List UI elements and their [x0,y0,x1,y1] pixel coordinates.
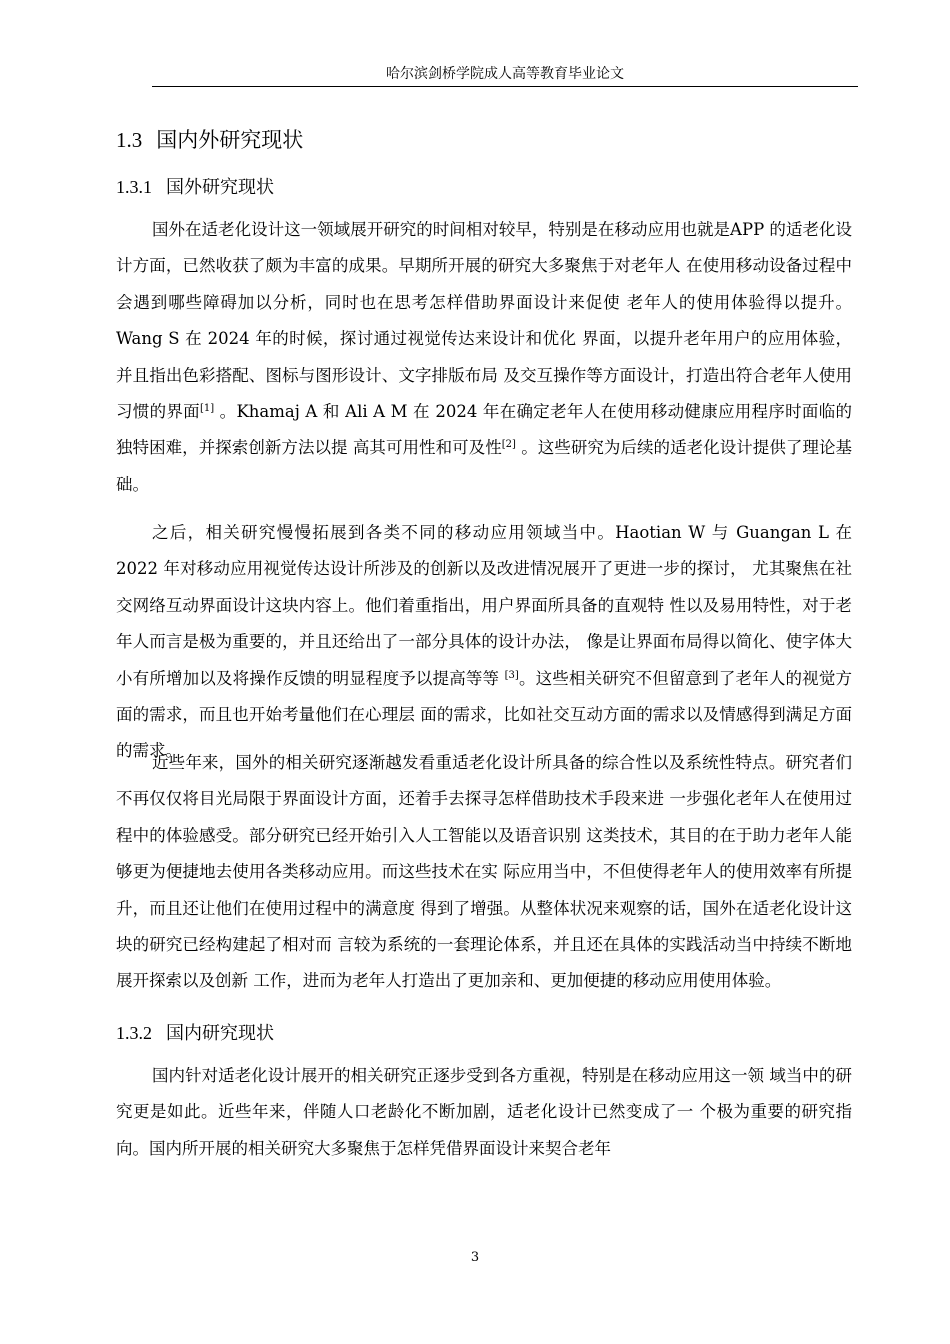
subsection-title: 国内研究现状 [166,1023,274,1044]
subsection-title: 国外研究现状 [166,177,274,198]
paragraph-text: 国外在适老化设计这一领域展开研究的时间相对较早，特别是在移动应用也就是APP 的适老化设计方面，已然收获了颇为丰富的成果。早期所开展的研究大多聚焦于对老年人 在使用移动设备过程中会遇到哪些障碍加以分析，同时也在思考怎样借助界面设计来促使 老年人的使用体验得以提升。Wang S 在 2024 年的时候，探讨通过视觉传达来设计和优化 界面，以提升老年用户的应用体验，并且指出色彩搭配、图标与图形设计、文字排版布局 及交互操作等方面设计，打造出符合老年人使用习惯的界面 [116,220,852,422]
paragraph-text: 。这些相关研究不但留意到了老年人的视觉方面的需求，而且也开始考量他们在心理层 面的需求，比如社交互动方面的需求以及情感得到满足方面的需求。 [116,668,852,761]
subsection-number: 1.3.1 [116,177,152,197]
page-number: 3 [470,1250,480,1265]
citation-2: [2] [501,439,516,451]
paragraph-3: 近些年来，国外的相关研究逐渐越发看重适老化设计所具备的综合性以及系统性特点。研究者们不再仅仅将目光局限于界面设计方面，还着手去探寻怎样借助技术手段来进 一步强化老年人在使用过程中的体验感受。部分研究已经开始引入人工智能以及语音识别 这类技术，其目的在于助力老年人能够更为便捷地去使用各类移动应用。而这些技术在实 际应用当中，不但使得老年人的使用效率有所提升，而且还让他们在使用过程中的满意度 得到了增强。从整体状况来观察的话，国外在适老化设计这块的研究已经构建起了相对而 言较为系统的一套理论体系，并且还在具体的实践活动当中持续不断地展开探索以及创新 工作，进而为老年人打造出了更加亲和、更加便捷的移动应用使用体验。 [116,753,852,991]
header-divider [152,86,858,87]
paragraph-4: 国内针对适老化设计展开的相关研究正逐步受到各方重视，特别是在移动应用这一领 域当中的研究更是如此。近些年来，伴随人口老龄化不断加剧，适老化设计已然变成了一 个极为重要的研究指向。国内所开展的相关研究大多聚焦于怎样凭借界面设计来契合老年 [116,1066,852,1158]
subsection-heading-foreign [116,174,274,201]
citation-1: [1] [199,403,215,415]
paragraph-text: 。这些研究为后续的适老化设计提供了理论基础。 [116,438,852,494]
section-number: 1.3 [116,128,143,152]
section-heading [116,126,303,154]
paragraph-text: 。Khamaj A 和 Ali A M 在 2024 年在确定老年人在使用移动健康应用程序时面临的独特困难，并探索创新方法以提 高其可用性和可及性 [116,402,853,458]
subsection-number: 1.3.2 [116,1023,152,1043]
citation-3: [3] [504,669,519,681]
subsection-heading-domestic [116,1020,274,1047]
section-title: 国内外研究现状 [156,128,304,152]
running-header: 哈尔滨剑桥学院成人高等教育毕业论文 [386,66,624,82]
paragraph-1 [116,212,852,503]
paragraph-2 [116,515,852,770]
paragraph-text: 之后，相关研究慢慢拓展到各类不同的移动应用领域当中。Haotian W 与 Guangan L 在 2022 年对移动应用视觉传达设计所涉及的创新以及改进情况展开了更进一步的探讨， 尤其聚焦在社交网络互动界面设计这块内容上。他们着重指出，用户界面所具备的直观特 性以及易用特性，对于老年人而言是极为重要的，并且还给出了一部分具体的设计办法， 像是让界面布局得以简化、使字体大小有所增加以及将操作反馈的明显程度予以提高等等 [116,523,852,688]
